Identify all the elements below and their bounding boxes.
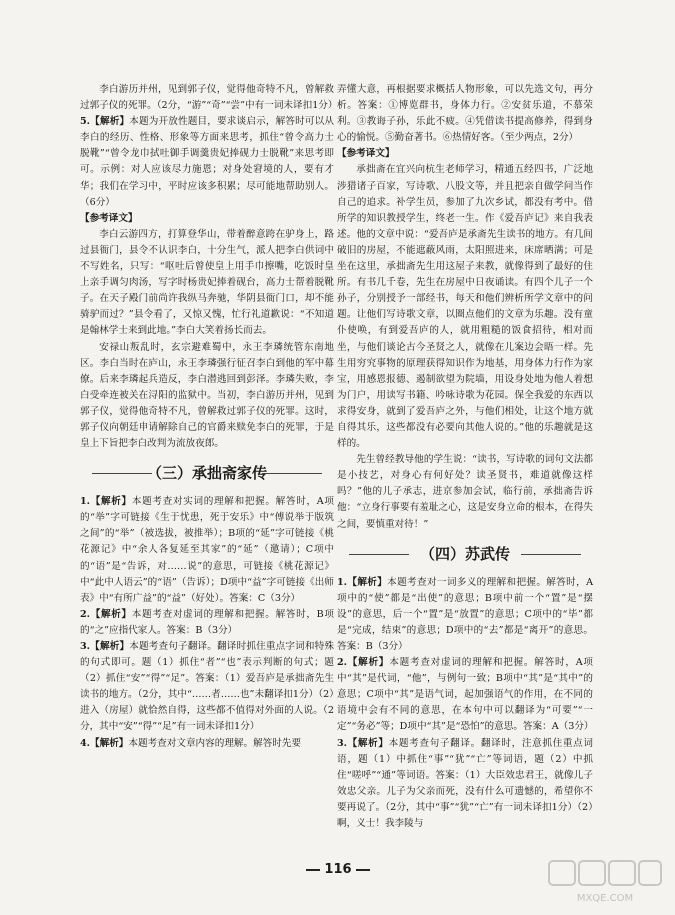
- reference-translation-heading: 【参考译文】: [337, 148, 395, 160]
- paragraph: 承拙斋在宜兴向杭生老师学习，精通五经四书，广泛地涉猎诸子百家，写诗歌、八股文等，并且把亲自做学问当作自己的追求。补学生员，参加了九次乡试，都没有考中。借所学的知识教授学生，终老一生。作《爱吾庐记》来自我表述。他的文章中说：“爱吾庐是承斋先生读书的地方。有几间破旧的房屋，不能遮蔽风雨，太阳照进来，床席晒满；可是坐在这里，承拙斋先生用这屋子来教，就像得到了最好的住所。有书几千卷，先生在房屋中日夜诵读。有四个儿子一个孙子，分别授予一部经书，每天和他们辨析所学文章中的问题。让他们写诗歌文章，以圈点他们的文章为乐趣。没有童仆使唤，有到爱吾庐的人，就用粗糙的饭食招待，相对而坐，与他们谈论古今圣贤之人，就像在儿案边会晤一样。先生用穷究事物的原理获得知识作为地基，用身体力行作为家宝，用感恩报德、遏制欲望为院墙，用设身处地为他人着想为门户，用读写书籍、吟咏诗歌为花园。保全我爱的东西以求得安身，就到了爱吾庐之外，与他们相处，让这个地方就自得其乐，这些都没有必要向其他人说的。”他的乐趣就是这样的。: [337, 164, 593, 450]
- page-number-ornament-left: [306, 869, 320, 871]
- answer-item-3: 3.【解析】本题考查句子翻译。翻译时，注意抓住重点词语，题（1）中抓住“事”“犹”“亡”等词语，题（2）中抓住“嗟呼”“通”等词语。答案：（1）大臣效忠君王，就像儿子效忠父亲。儿子为父亲而死，没有什么可遗憾的，希望你不要再说了。（2分，其中“事”“犹”“亡”有一词未译扣1分）（2）啊，义士！我李陵与: [337, 737, 594, 830]
- page-number-ornament-right: [356, 869, 370, 871]
- page-number: 116: [296, 860, 380, 880]
- answer-item-4: 4.【解析】本题考查对文章内容的理解。解答时先要: [80, 737, 302, 749]
- answer-item-5: 5.【解析】本题为开放性题目，要求谈启示，解答时可以从李白的经历、性格、形象等方面来思考，抓住“曾令高力士脱靴”“曾令龙巾拭吐御手调羹贵妃捧砚力士脱靴”来思考即可。示例：对人应该尽力施恩；对身处窘境的人，要有才华；我们在学习中，平时应该多积累；尽可能地帮助别人。（6分）: [80, 116, 334, 208]
- right-column: [337, 82, 593, 832]
- svg-text:MXQE.COM: MXQE.COM: [576, 893, 634, 904]
- answer-item-1: 1.【解析】本题考查对一词多义的理解和把握。解答时，A项中的“使”都是“出使”的意思；B项中前一个“置”是“摆设”的意思，后一个“置”是“放置”的意思；C项中的“毕”都是“完成，结束”的意思；D项中的“去”都是“离开”的意思。答案：B（3分）: [337, 576, 593, 652]
- section-title: （四）苏武传: [337, 543, 593, 565]
- paragraph: 李白游历并州，见到郭子仪，觉得他奇特不凡，曾解救过郭子仪的死罪。（2分，“游”“奇”“尝”中有一词未译扣1分）: [80, 84, 338, 112]
- watermark-logo: [545, 857, 665, 907]
- paragraph: 李白云游四方，打算登华山，带着醉意跨在驴身上，路过县衙门，县令不认识李白，十分生气，派人把李白供词中不写姓名，只写：“呕吐后曾使皇上用手巾擦嘴，吃饭时皇上亲手调匀肉汤，写字时杨贵妃捧着砚台，高力士帮着脱靴子。在天子殿门前尚许我纵马奔驰，华阴县衙门口，却不能骑驴而过？”县令看了，又惊又愧，忙行礼道歉说：“不知道是翰林学士来到此地。”李白大笑着扬长而去。: [80, 228, 334, 337]
- reference-translation-heading: 【参考译文】: [80, 212, 138, 224]
- paragraph: 先生曾经教导他的学生说：“读书，写诗歌的词句文法都是小技艺，对身心有何好处？读圣贤书，难道就像这样吗？”他的儿子承志，进京参加会试，临行前，承拙斋告诉他：“立身行事要有羞耻之心，这是安身立命的根本，在得失之间，要慎重对待！”: [337, 454, 593, 530]
- answer-item-3: 3.【解析】本题考查句子翻译。翻译时抓住重点字词和特殊的句式即可。题（1）抓住“者”“也”表示判断的句式；题（2）抓住“安”“得”“足”。答案：（1）爱吾庐是承拙斋先生读书的地方。（2分，其中“……者……也”未翻译扣1分）（2）进入（房屋）就恰然自得，这些都不值得对外面的人说。（2分，其中“安”“得”“足”有一词未译扣1分）: [80, 641, 334, 733]
- answer-item-2: 2.【解析】本题考查对虚词的理解和把握。解答时，A项中“其”是代词，“他”，与例句一致；B项中“其”是“其中”的意思；C项中“其”是语气词，起加强语气的作用，在不同的语境中会有不同的意思，在本句中可以翻译为“可要”“一定”“务必”等；D项中“其”是“恐怕”的意思。答案：A（3分）: [337, 657, 594, 733]
- answer-item-1: 1.【解析】本题考查对实词的理解和把握。解答时，A项的“举”字可链接《生于忧患，死于安乐》中“傅说举于版筑之间”的“举”（被选拔，被推举）；B项的“延”字可链接《桃花源记》中“余人各复延至其家”的“延”（邀请）；C项中的“语”是“告诉，对……说”的意思，可链接《桃花源记》中“此中人语云”的“语”（告诉）；D项中“益”字可链接《出师表》中“有所广益”的“益”（好处）。答案：C（3分）: [80, 496, 334, 604]
- left-column: [80, 82, 338, 752]
- answer-item-2: 2.【解析】本题考查对虚词的理解和把握。解答时，B项的“之”应指代家人。答案：B（3分）: [80, 608, 334, 636]
- section-title: （三）承拙斋家传: [80, 462, 334, 484]
- paragraph: 安禄山叛乱时，玄宗避难蜀中，永王李璘统管东南地区。李白当时在庐山，永王李璘强行征召李白到他的军中幕僚。后来李璘起兵造反，李白潜逃回到彭泽。李璘失败，李白受牵连被关在浔阳的监狱中。当初，李白游历并州，见到郭子仪，觉得他奇特不凡，曾解救过郭子仪的死罪。这时，郭子仪向朝廷申请解除自己的官爵来赎免李白的死罪，于是皇上下旨把李白改判为流放夜郎。: [80, 341, 334, 450]
- paragraph: 弄懂大意，再根据要求概括人物形象，可以先选文句，再分析。答案：①博览群书，身体力行。②安贫乐道，不慕荣利。③教诲子孙，乐此不疲。④凭借读书提高修养，得到身心的愉悦。⑤勤奋著书。⑥热情好客。（至少两点，2分）: [337, 84, 593, 144]
